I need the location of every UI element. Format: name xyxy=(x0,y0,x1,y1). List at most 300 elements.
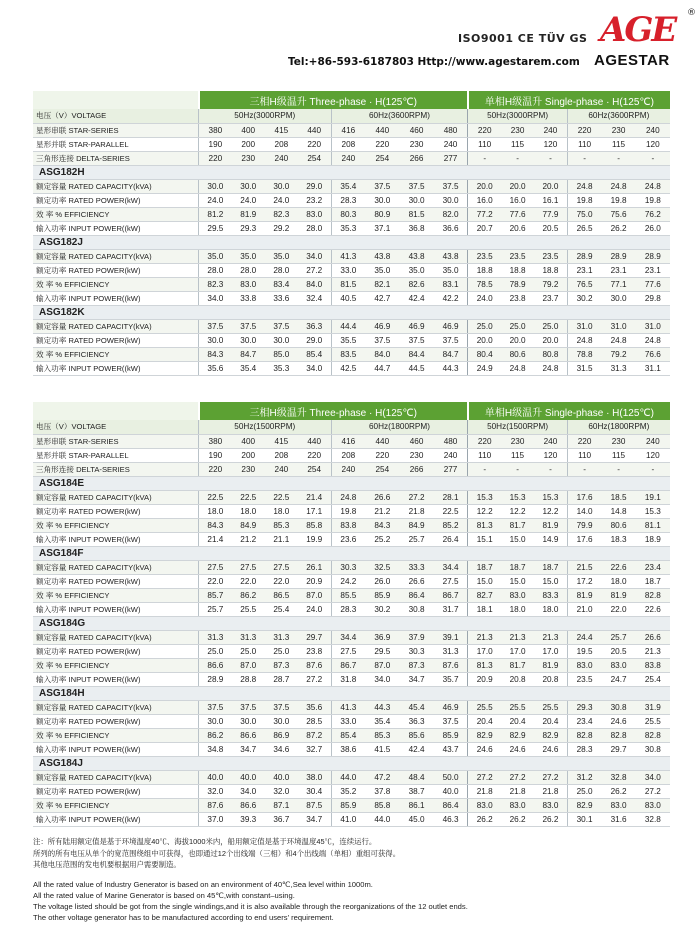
table-cell: 38.0 xyxy=(298,770,331,784)
table-cell: 20.4 xyxy=(501,714,534,728)
table-cell: 33.3 xyxy=(399,560,433,574)
table-cell: 84.3 xyxy=(199,518,232,532)
table-cell: 18.5 xyxy=(601,490,635,504)
table-cell: 14.9 xyxy=(534,532,567,546)
table-cell: 42.7 xyxy=(365,291,399,305)
row-label: 输入功率 INPUT POWER((kW) xyxy=(33,602,199,616)
table-cell: 240 xyxy=(434,137,468,151)
table-cell: 26.6 xyxy=(365,490,399,504)
table-cell: 80.8 xyxy=(534,347,567,361)
certification-marks: ISO9001 CE TÜV GS xyxy=(458,32,588,45)
table-cell: 24.8 xyxy=(501,361,534,375)
table-cell: 30.0 xyxy=(265,179,298,193)
table-cell: 81.9 xyxy=(601,588,635,602)
table-cell: 45.4 xyxy=(399,700,433,714)
table-cell: 25.5 xyxy=(636,714,670,728)
table-cell: 15.0 xyxy=(501,574,534,588)
table-cell: 230 xyxy=(601,434,635,448)
table-cell: 85.0 xyxy=(265,347,298,361)
table-cell: 230 xyxy=(501,123,534,137)
table-cell: 36.7 xyxy=(265,812,298,826)
table-cell: 240 xyxy=(265,462,298,476)
table-cell: 28.9 xyxy=(199,672,232,686)
table-cell: 35.0 xyxy=(365,263,399,277)
model-row xyxy=(33,686,670,700)
table-cell: 23.6 xyxy=(331,532,365,546)
table-cell: 40.0 xyxy=(434,784,468,798)
table-row xyxy=(33,532,670,546)
model-row xyxy=(33,476,670,490)
table-cell: 27.5 xyxy=(434,574,468,588)
model-name: ASG182H xyxy=(33,165,670,179)
table-cell: 266 xyxy=(399,462,433,476)
table-cell: 84.0 xyxy=(298,277,331,291)
row-label: 输入功率 INPUT POWER((kW) xyxy=(33,812,199,826)
table-cell: 16.0 xyxy=(501,193,534,207)
table-cell: 16.0 xyxy=(468,193,501,207)
table-row xyxy=(33,714,670,728)
table-cell: 110 xyxy=(468,448,501,462)
table-cell: 30.8 xyxy=(399,602,433,616)
table-cell: 20.0 xyxy=(468,333,501,347)
model-name: ASG184G xyxy=(33,616,670,630)
table-cell: 22.0 xyxy=(265,574,298,588)
table-cell: 29.3 xyxy=(232,221,265,235)
frequency-label: 60Hz(3600RPM) xyxy=(331,109,468,123)
table-cell: 37.8 xyxy=(365,784,399,798)
table-cell: 32.7 xyxy=(298,742,331,756)
voltage-freq-row xyxy=(33,420,670,434)
table-cell: 34.4 xyxy=(331,630,365,644)
table-cell: 83.5 xyxy=(331,347,365,361)
note-cn-3: 其他电压范围的发电机要根据用户需要制造。 xyxy=(33,860,181,869)
row-label: 星形串联 STAR-SERIES xyxy=(33,123,199,137)
table-cell: 86.4 xyxy=(434,798,468,812)
table-cell: 24.8 xyxy=(636,333,670,347)
table-cell: 77.6 xyxy=(501,207,534,221)
table-cell: 27.2 xyxy=(399,490,433,504)
table-cell: 115 xyxy=(601,448,635,462)
table-cell: 277 xyxy=(434,151,468,165)
row-label: 输入功率 INPUT POWER((kW) xyxy=(33,532,199,546)
table-cell: 240 xyxy=(265,151,298,165)
table-cell: 37.9 xyxy=(399,630,433,644)
table-cell: 36.3 xyxy=(399,714,433,728)
table-cell: 82.9 xyxy=(534,728,567,742)
table-cell: 44.5 xyxy=(399,361,433,375)
table-row xyxy=(33,221,670,235)
table-cell: 416 xyxy=(331,123,365,137)
table-cell: 24.8 xyxy=(601,179,635,193)
table-cell: 26.2 xyxy=(468,812,501,826)
table-cell: 25.7 xyxy=(399,532,433,546)
table-row xyxy=(33,448,670,462)
table-cell: 31.1 xyxy=(636,361,670,375)
table-cell: 85.2 xyxy=(434,518,468,532)
table-cell: 34.0 xyxy=(232,784,265,798)
note-en-2: All the rated value of Marine Generator is based on 45℃,with constant–using. xyxy=(33,890,295,900)
table-cell: 35.6 xyxy=(298,700,331,714)
table-cell: 81.5 xyxy=(331,277,365,291)
three-phase-header: 三相H级温升 Three-phase · H(125℃) xyxy=(199,91,468,109)
table-cell: 85.8 xyxy=(298,518,331,532)
table-cell: 37.5 xyxy=(232,700,265,714)
table-cell: 85.3 xyxy=(365,728,399,742)
table-cell: 25.5 xyxy=(232,602,265,616)
table-cell: 21.1 xyxy=(265,532,298,546)
header-blank xyxy=(33,91,199,109)
table-cell: 35.7 xyxy=(434,672,468,686)
table-cell: 42.4 xyxy=(399,742,433,756)
table-cell: 26.5 xyxy=(567,221,601,235)
table-cell: 220 xyxy=(468,434,501,448)
table-row xyxy=(33,770,670,784)
table-cell: 23.8 xyxy=(501,291,534,305)
row-label: 额定功率 RATED POWER(kW) xyxy=(33,193,199,207)
table-cell: 15.3 xyxy=(534,490,567,504)
table-cell: 83.0 xyxy=(501,588,534,602)
table-cell: 30.0 xyxy=(365,193,399,207)
table-cell: - xyxy=(567,151,601,165)
table-cell: 28.0 xyxy=(232,263,265,277)
table-cell: 17.0 xyxy=(534,644,567,658)
table-cell: 36.8 xyxy=(399,221,433,235)
table-cell: 78.5 xyxy=(468,277,501,291)
row-label: 额定容量 RATED CAPACITY(kVA) xyxy=(33,319,199,333)
table-cell: 83.0 xyxy=(298,207,331,221)
table-cell: 22.5 xyxy=(199,490,232,504)
table-cell: 83.1 xyxy=(434,277,468,291)
table-row xyxy=(33,560,670,574)
table-cell: 14.8 xyxy=(601,504,635,518)
table-cell: 33.0 xyxy=(331,263,365,277)
row-label: 额定容量 RATED CAPACITY(kVA) xyxy=(33,630,199,644)
table-row xyxy=(33,277,670,291)
table-cell: 27.2 xyxy=(636,784,670,798)
table-cell: 230 xyxy=(232,151,265,165)
row-label: 三角形连接 DELTA-SERIES xyxy=(33,462,199,476)
table-cell: 254 xyxy=(365,462,399,476)
table-cell: 41.3 xyxy=(331,700,365,714)
table-cell: 120 xyxy=(534,137,567,151)
table-cell: 25.0 xyxy=(567,784,601,798)
row-label: 效 率 % EFFICIENCY xyxy=(33,518,199,532)
table-cell: 24.8 xyxy=(601,333,635,347)
table-cell: 16.1 xyxy=(534,193,567,207)
table-cell: 240 xyxy=(331,151,365,165)
table-cell: 30.0 xyxy=(232,179,265,193)
table-cell: 18.3 xyxy=(601,532,635,546)
table-cell: 35.3 xyxy=(331,221,365,235)
table-cell: 110 xyxy=(468,137,501,151)
table-cell: 220 xyxy=(199,151,232,165)
row-label: 效 率 % EFFICIENCY xyxy=(33,347,199,361)
table-cell: 84.9 xyxy=(232,518,265,532)
table-cell: 84.9 xyxy=(399,518,433,532)
registered-mark: ® xyxy=(687,8,696,18)
table-cell: 31.3 xyxy=(199,630,232,644)
table-cell: 46.9 xyxy=(365,319,399,333)
table-cell: 83.0 xyxy=(636,798,670,812)
table-cell: 34.0 xyxy=(298,361,331,375)
table-cell: 37.5 xyxy=(265,319,298,333)
table-cell: 24.8 xyxy=(567,333,601,347)
table-cell: 27.2 xyxy=(501,770,534,784)
frequency-label: 50Hz(1500RPM) xyxy=(468,420,567,434)
model-row xyxy=(33,756,670,770)
table-cell: 82.3 xyxy=(199,277,232,291)
table-cell: 30.0 xyxy=(199,179,232,193)
table-cell: 87.0 xyxy=(365,658,399,672)
table-cell: 21.4 xyxy=(199,532,232,546)
table-cell: 190 xyxy=(199,137,232,151)
table-cell: 240 xyxy=(331,462,365,476)
table-cell: 26.2 xyxy=(601,784,635,798)
table-cell: 18.7 xyxy=(468,560,501,574)
table-cell: 15.0 xyxy=(468,574,501,588)
table-cell: 86.9 xyxy=(265,728,298,742)
model-name: ASG184F xyxy=(33,546,670,560)
model-row xyxy=(33,165,670,179)
table-cell: 76.5 xyxy=(567,277,601,291)
table-cell: 220 xyxy=(199,462,232,476)
table-cell: 83.0 xyxy=(232,277,265,291)
table-cell: 32.0 xyxy=(199,784,232,798)
table-row xyxy=(33,249,670,263)
table-cell: 220 xyxy=(298,137,331,151)
table-cell: 440 xyxy=(298,434,331,448)
table-cell: 44.3 xyxy=(365,700,399,714)
table-cell: 230 xyxy=(501,434,534,448)
table-row xyxy=(33,151,670,165)
table-cell: 415 xyxy=(265,434,298,448)
table-cell: 24.0 xyxy=(199,193,232,207)
row-label: 效 率 % EFFICIENCY xyxy=(33,658,199,672)
table-cell: 400 xyxy=(232,434,265,448)
table-cell: 44.0 xyxy=(331,770,365,784)
table-cell: 81.2 xyxy=(199,207,232,221)
table-cell: 24.0 xyxy=(265,193,298,207)
table-cell: 83.0 xyxy=(501,798,534,812)
table-cell: 12.2 xyxy=(468,504,501,518)
table-cell: 81.9 xyxy=(567,588,601,602)
table-cell: 19.5 xyxy=(567,644,601,658)
table-cell: 208 xyxy=(331,137,365,151)
table-cell: 48.4 xyxy=(399,770,433,784)
table-cell: 380 xyxy=(199,123,232,137)
table-cell: 81.1 xyxy=(636,518,670,532)
agestar-logo xyxy=(590,8,696,72)
table-cell: 29.2 xyxy=(265,221,298,235)
table-cell: 85.5 xyxy=(331,588,365,602)
table-cell: 21.8 xyxy=(501,784,534,798)
note-cn-2: 所列的所有电压从单个的宽范围绕组中可获得，也即通过12个出线端（三相）和4个出线端（单相）重组可获得。 xyxy=(33,848,401,858)
table-cell: 20.0 xyxy=(534,179,567,193)
table-cell: 24.6 xyxy=(534,742,567,756)
table-cell: 41.5 xyxy=(365,742,399,756)
table-cell: 21.0 xyxy=(567,602,601,616)
table-cell: 37.5 xyxy=(232,319,265,333)
table-cell: 85.8 xyxy=(365,798,399,812)
table-cell: 20.5 xyxy=(534,221,567,235)
table-cell: 22.5 xyxy=(265,490,298,504)
table-cell: 26.2 xyxy=(601,221,635,235)
table-cell: 86.7 xyxy=(434,588,468,602)
table-cell: 86.7 xyxy=(331,658,365,672)
table-row xyxy=(33,462,670,476)
table-cell: 110 xyxy=(567,448,601,462)
table-cell: 24.0 xyxy=(468,291,501,305)
table-cell: 110 xyxy=(567,137,601,151)
table-cell: 23.5 xyxy=(534,249,567,263)
table-cell: 240 xyxy=(636,434,670,448)
row-label: 效 率 % EFFICIENCY xyxy=(33,728,199,742)
table-cell: 20.5 xyxy=(601,644,635,658)
table-cell: 220 xyxy=(298,448,331,462)
table-cell: 37.1 xyxy=(365,221,399,235)
table-cell: 23.5 xyxy=(567,672,601,686)
row-label: 三角形连接 DELTA-SERIES xyxy=(33,151,199,165)
table-cell: 87.6 xyxy=(298,658,331,672)
table-cell: 83.0 xyxy=(567,658,601,672)
table-cell: 77.1 xyxy=(601,277,635,291)
table-cell: 31.2 xyxy=(567,770,601,784)
table-cell: 240 xyxy=(534,123,567,137)
three-phase-header: 三相H级温升 Three-phase · H(125℃) xyxy=(199,402,468,420)
table-cell: 83.0 xyxy=(534,798,567,812)
table-cell: 30.0 xyxy=(265,333,298,347)
table-cell: 30.0 xyxy=(232,333,265,347)
table-cell: 26.0 xyxy=(636,221,670,235)
table-cell: 25.7 xyxy=(199,602,232,616)
table-cell: 31.5 xyxy=(567,361,601,375)
table-cell: 42.4 xyxy=(399,291,433,305)
table-cell: 21.8 xyxy=(399,504,433,518)
table-row xyxy=(33,490,670,504)
table-row xyxy=(33,207,670,221)
table-cell: 82.6 xyxy=(399,277,433,291)
table-cell: 28.9 xyxy=(636,249,670,263)
row-label: 额定功率 RATED POWER(kW) xyxy=(33,333,199,347)
frequency-label: 50Hz(3000RPM) xyxy=(199,109,331,123)
table-cell: 80.9 xyxy=(365,207,399,221)
table-cell: 46.9 xyxy=(434,700,468,714)
table-cell: 36.3 xyxy=(298,319,331,333)
table-cell: 21.8 xyxy=(534,784,567,798)
table-cell: 25.4 xyxy=(636,672,670,686)
table-cell: 80.4 xyxy=(468,347,501,361)
table-row xyxy=(33,784,670,798)
table-cell: 83.8 xyxy=(331,518,365,532)
model-row xyxy=(33,546,670,560)
table-cell: 30.0 xyxy=(265,714,298,728)
table-cell: 28.3 xyxy=(331,193,365,207)
header-blank xyxy=(33,402,199,420)
table-cell: 35.2 xyxy=(331,784,365,798)
table-cell: 25.5 xyxy=(468,700,501,714)
table-cell: 82.8 xyxy=(601,728,635,742)
table-row xyxy=(33,504,670,518)
table-cell: 34.4 xyxy=(434,560,468,574)
table-cell: 27.2 xyxy=(534,770,567,784)
table-cell: 31.3 xyxy=(434,644,468,658)
note-en-1: All the rated value of Industry Generator is based on an environment of 40℃,Sea level within 1000m. xyxy=(33,879,373,889)
table-cell: 380 xyxy=(199,434,232,448)
table-cell: 25.4 xyxy=(265,602,298,616)
row-label: 输入功率 INPUT POWER((kW) xyxy=(33,221,199,235)
table-cell: 277 xyxy=(434,462,468,476)
table-cell: 29.5 xyxy=(199,221,232,235)
model-row xyxy=(33,616,670,630)
table-header-row xyxy=(33,402,670,420)
table-cell: 43.8 xyxy=(399,249,433,263)
table-cell: 15.1 xyxy=(468,532,501,546)
table-cell: 26.6 xyxy=(636,630,670,644)
table-row xyxy=(33,658,670,672)
table-cell: 35.6 xyxy=(199,361,232,375)
table-cell: 220 xyxy=(567,123,601,137)
table-cell: 82.0 xyxy=(434,207,468,221)
table-cell: 45.0 xyxy=(399,812,433,826)
table-cell: 85.3 xyxy=(265,518,298,532)
contact-line: Tel:+86-593-6187803 Http://www.agestarem.com xyxy=(288,56,580,68)
table-cell: 208 xyxy=(265,137,298,151)
table-cell: 37.5 xyxy=(434,333,468,347)
table-cell: 30.2 xyxy=(365,602,399,616)
table-cell: 27.5 xyxy=(331,644,365,658)
table-cell: 35.3 xyxy=(265,361,298,375)
table-cell: 84.7 xyxy=(434,347,468,361)
table-cell: 29.0 xyxy=(298,333,331,347)
table-cell: 19.8 xyxy=(567,193,601,207)
table-row xyxy=(33,742,670,756)
table-cell: - xyxy=(501,151,534,165)
table-cell: 37.5 xyxy=(434,714,468,728)
table-cell: 87.5 xyxy=(298,798,331,812)
table-cell: 18.1 xyxy=(468,602,501,616)
table-cell: 79.2 xyxy=(534,277,567,291)
table-cell: 190 xyxy=(199,448,232,462)
table-cell: 19.9 xyxy=(298,532,331,546)
table-cell: 27.2 xyxy=(298,672,331,686)
table-cell: 19.8 xyxy=(601,193,635,207)
table-cell: 44.4 xyxy=(331,319,365,333)
table-cell: 23.1 xyxy=(567,263,601,277)
table-cell: 25.0 xyxy=(265,644,298,658)
table-cell: 20.4 xyxy=(468,714,501,728)
table-cell: 81.9 xyxy=(534,518,567,532)
table-cell: 31.0 xyxy=(636,319,670,333)
table-cell: 22.0 xyxy=(601,602,635,616)
table-cell: 24.8 xyxy=(567,179,601,193)
table-cell: 83.8 xyxy=(636,658,670,672)
table-cell: 87.3 xyxy=(399,658,433,672)
table-cell: 83.0 xyxy=(468,798,501,812)
table-cell: 32.8 xyxy=(601,770,635,784)
row-label: 输入功率 INPUT POWER((kW) xyxy=(33,361,199,375)
table-cell: 30.0 xyxy=(232,714,265,728)
table-cell: 84.3 xyxy=(199,347,232,361)
row-label: 星形并联 STAR-PARALLEL xyxy=(33,137,199,151)
table-cell: 26.2 xyxy=(534,812,567,826)
table-cell: 30.0 xyxy=(434,193,468,207)
table-cell: 20.0 xyxy=(501,333,534,347)
table-cell: 480 xyxy=(434,434,468,448)
table-row xyxy=(33,588,670,602)
table-cell: 42.2 xyxy=(434,291,468,305)
table-cell: 120 xyxy=(636,137,670,151)
table-cell: 33.0 xyxy=(331,714,365,728)
